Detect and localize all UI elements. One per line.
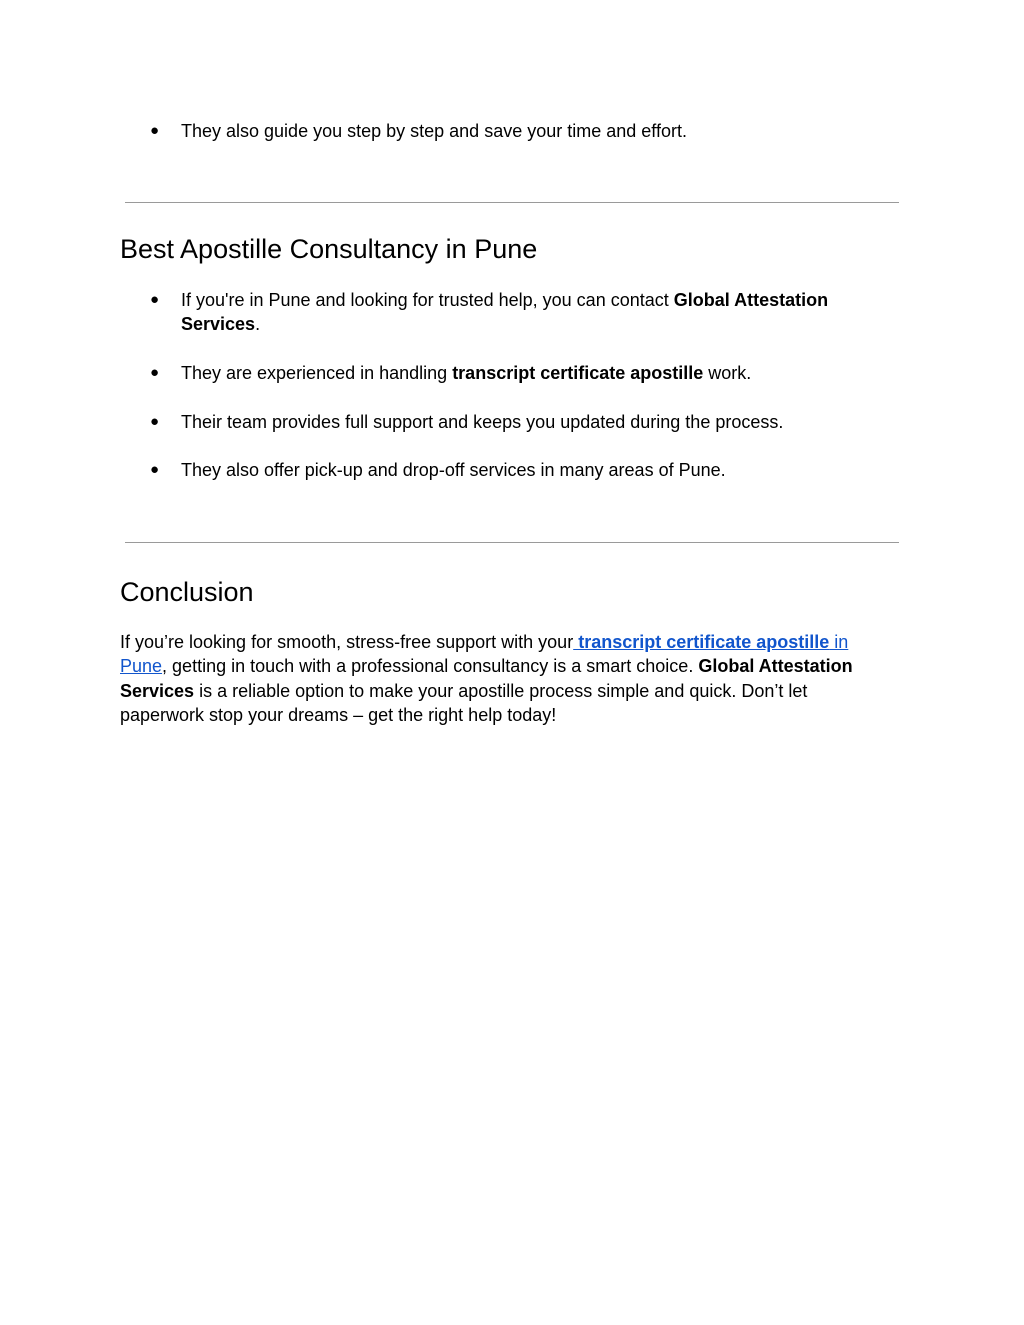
link-bold-text: transcript certificate apostille — [573, 632, 830, 652]
bullet-icon: ● — [150, 291, 160, 308]
horizontal-divider — [125, 542, 899, 543]
text-run: They are experienced in handling — [181, 363, 453, 383]
list-item-text: Their team provides full support and keeps you updated during the process. — [181, 412, 784, 432]
section-heading-pune: Best Apostille Consultancy in Pune — [120, 234, 538, 264]
text-run: . — [255, 314, 261, 334]
text-run: , getting in touch with a professional consultancy is a smart choice. — [162, 656, 699, 677]
company-name: Global Attestation Services — [120, 656, 853, 701]
bullet-icon: ● — [150, 461, 160, 478]
bullet-icon: ● — [150, 122, 160, 139]
bullet-icon: ● — [150, 364, 160, 381]
text-run: is a reliable option to make your apostille process simple and quick. Don’t let paperwork stop your dreams – get the right help today! — [120, 680, 808, 725]
text-run: If you’re looking for smooth, stress-free support with your — [120, 632, 574, 652]
text-run: work. — [703, 363, 752, 383]
text-run: If you're in Pune and looking for trusted help, you can contact — [181, 290, 674, 310]
horizontal-divider — [125, 202, 899, 203]
list-item-text — [181, 361, 881, 385]
link-text: in Pune — [120, 632, 849, 677]
conclusion-paragraph — [120, 630, 880, 727]
bullet-icon: ● — [150, 413, 160, 430]
section-heading-conclusion: Conclusion — [120, 577, 254, 607]
company-name: Global Attestation Services — [181, 290, 829, 334]
list-item-text: They also offer pick-up and drop-off services in many areas of Pune. — [181, 460, 726, 480]
list-item-text — [181, 288, 881, 336]
bold-term: transcript certificate apostille — [452, 363, 704, 383]
list-item-text: They also guide you step by step and save your time and effort. — [181, 121, 687, 141]
